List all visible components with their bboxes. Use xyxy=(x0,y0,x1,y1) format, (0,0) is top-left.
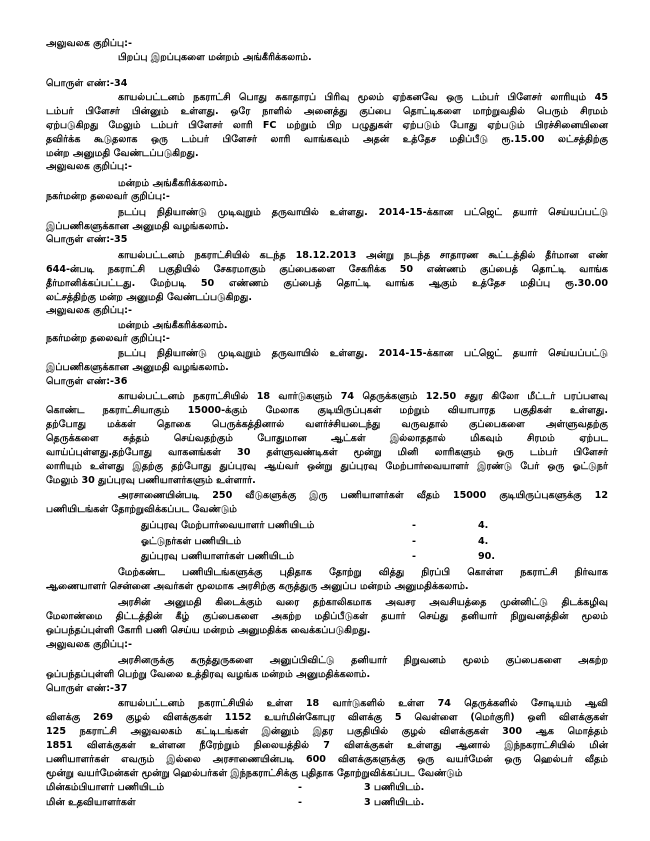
subject-36-line: தற்போது மக்கள் தொகை பெருக்கத்தினால் வளர்ச்சியடைந்து வருவதால் குப்பைகளை அள்ளுவதற்கு xyxy=(46,419,608,430)
subject-37-line: 125 நகராட்சி அலுவலகம் கட்டிடங்கள் இன்னும் இதர பகுதியில் குழல் விளக்குகள் 300 ஆக மொத்தம் xyxy=(46,726,608,737)
post-count: 4. xyxy=(478,536,489,547)
subject-34-line: ஏற்படுகிறது மேலும் டம்பர் பிளேசர் லாரி FC மற்றும் பிற பழுதுகள் ஏற்படும் போது ஏற்படும் பிரச்சினையினை xyxy=(46,120,608,131)
subject-36-line: மேற்கண்ட பணியிடங்களுக்கு புதிதாக தோற்று வித்து நிரப்பி கொள்ள நகராட்சி நிர்வாக xyxy=(118,567,608,578)
subject-36-line: தெருக்களை சுத்தம் செய்வதற்கும் போதுமான ஆட்கள் இல்லாததால் மிகவும் சிரமம் ஏற்பட xyxy=(46,433,608,444)
dash: - xyxy=(412,520,416,531)
subject-34-heading: பொருள் எண்:-34 xyxy=(46,78,128,89)
post-name: துப்புரவு பணியாளர்கள் பணியிடம் xyxy=(141,551,295,562)
dash: - xyxy=(298,797,302,808)
office-note-text: அரசினருக்கு கருத்துருகளை அனுப்பிவிட்டு தனியார் நிறுவனம் மூலம் குப்பைகளை அகற்ற xyxy=(118,655,608,666)
post-count: 3 பணியிடம். xyxy=(364,782,425,793)
post-name: துப்புரவு மேற்பார்வையாளர் பணியிடம் xyxy=(141,520,315,531)
subject-34-line: மன்ற அனுமதி வேண்டப்படுகிறது. xyxy=(46,148,199,159)
subject-36-line: பணியிடங்கள் தோற்றுவிக்கப்பட வேண்டும் xyxy=(46,504,237,515)
subject-36-line: கொண்ட நகராட்சியாகும் 15000-க்கும் மேலாக குடியிருப்புகள் மற்றும் வியாபாரத பகுதிகள் உள்ளது. xyxy=(46,405,608,416)
subject-36-line: அரசின் அனுமதி கிடைக்கும் வரை தற்காலிகமாக அவசர அவசியத்தை முன்னிட்டு திடக்கழிவு xyxy=(118,597,608,608)
subject-36-line: மேலாண்மை திட்டத்தின் கீழ் குப்பைகளை அகற்ற மதிப்பீடுகள் தயார் செய்து தனியார் நிறுவனத்தின் மூலம் xyxy=(46,611,608,622)
subject-35-line: காயல்பட்டனம் நகராட்சியில் கடந்த 18.12.2013 அன்று நடந்த சாதாரண கூட்டத்தில் தீர்மான எண் xyxy=(118,250,608,261)
office-note-label: அலுவலக குறிப்பு:- xyxy=(46,161,132,172)
dash: - xyxy=(412,551,416,562)
office-note-text: மன்றம் அங்கீகரிக்கலாம். xyxy=(118,178,228,189)
subject-35-line: லட்சத்திற்கு மன்ற அனுமதி வேண்டப்படுகிறது. xyxy=(46,292,252,303)
subject-37-line: மூன்று வயர்மேன்கள் மூன்று ஹெல்பர்கள் இந்நகராட்சிக்கு புதிதாக தோற்றுவிக்கப்பட வேண்டும் xyxy=(46,768,463,779)
subject-36-line: ஆணையாளர் சென்னை அவர்கள் மூலமாக அரசிற்கு கருத்துரு அனுப்ப மன்றம் அனுமதிக்கலாம். xyxy=(46,581,469,592)
chairman-note-text: நடப்பு நிதியாண்டு முடிவுறும் தருவாயில் உள்ளது. 2014-15-க்கான பட்ஜெட் தயார் செய்யப்பட்டு xyxy=(118,348,608,359)
office-note-label: அலுவலக குறிப்பு:- xyxy=(46,305,132,316)
post-name: மின் உதவியாளர்கள் xyxy=(46,797,136,808)
subject-37-line: காயல்பட்டனம் நகராட்சியில் உள்ள 18 வார்டுகளில் உள்ள 74 தெருக்களில் சோடியம் ஆவி xyxy=(118,698,608,709)
subject-36-line: ஒப்பந்தப்புள்ளி கோரி பணி செய்ய மன்றம் அனுமதிக்க வைக்கப்படுகிறது. xyxy=(46,625,371,636)
subject-36-line: லாரியும் உள்ளது இதற்கு தற்போது துப்புரவு ஆய்வர் ஒன்று துப்புரவு மேற்பார்வையாளர் இரண்டு பேர் ஒரு ஓட்டுநர் xyxy=(46,461,608,472)
subject-35-line: 644-ன்படி நகராட்சி பகுதியில் சேகரமாகும் குப்பைகளை சேகரிக்க 50 எண்ணம் குப்பைத் தொட்டி வாங்க xyxy=(46,264,608,275)
subject-35-heading: பொருள் எண்:-35 xyxy=(46,234,128,245)
subject-36-line: அரசாணையின்படி 250 வீடுகளுக்கு இரு பணியாளர்கள் வீதம் 15000 குடியிருப்புகளுக்கு 12 xyxy=(118,490,608,501)
chairman-note-label: நகர்மன்ற தலைவர் குறிப்பு:- xyxy=(46,191,170,202)
dash: - xyxy=(412,536,416,547)
subject-36-line: மேலும் 30 துப்புரவு பணியாளர்களும் உள்ளார். xyxy=(46,475,256,486)
subject-34-line: காயல்பட்டனம் நகராட்சி பொது சுகாதாரப் பிரிவு மூலம் ஏற்கனவே ஒரு டம்பர் பிளேசர் லாரியும் 45 xyxy=(118,92,608,103)
office-note-label: அலுவலக குறிப்பு:- xyxy=(46,38,132,49)
post-name: ஓட்டுநர்கள் பணியிடம் xyxy=(141,536,242,547)
chairman-note-label: நகர்மன்ற தலைவர் குறிப்பு:- xyxy=(46,333,170,344)
subject-36-line: வாய்ப்புள்ளது.தற்போது வாகனங்கள் 30 தள்ளுவண்டிகள் மூன்று மினி லாரிகளும் ஒரு டம்பர் பிளேசர் xyxy=(46,447,608,458)
subject-37-heading: பொருள் எண்:-37 xyxy=(46,683,128,694)
subject-34-line: தவிர்க்க கூடுதலாக ஒரு டம்பர் பிளேசர் லாரி வாங்கவும் அதன் உத்தேச மதிப்பீடு ரூ.15.00 லட்சத்திற்கு xyxy=(46,134,608,145)
subject-35-line: தீர்மானிக்கப்பட்டது. மேற்படி 50 எண்ணம் குப்பைத் தொட்டி வாங்க ஆகும் உத்தேச மதிப்பு ரூ.30.00 xyxy=(46,278,608,289)
subject-36-heading: பொருள் எண்:-36 xyxy=(46,376,128,387)
subject-36-line: காயல்பட்டனம் நகராட்சியில் 18 வார்டுகளும் 74 தெருக்களும் 12.50 சதுர கிலோ மீட்டர் பரப்பளவு xyxy=(118,391,608,402)
office-note-label: அலுவலக குறிப்பு:- xyxy=(46,639,132,650)
office-note-text: பிறப்பு இறப்புகளை மன்றம் அங்கீரிக்கலாம். xyxy=(118,52,312,63)
subject-37-line: பணியாளர்கள் எவரும் இல்லை அரசாணையின்படி 600 விளக்குகளுக்கு ஒரு வயர்மேன் ஒரு ஹெல்பர் வீதம் xyxy=(46,754,608,765)
subject-37-line: 1851 விளக்குகள் உள்ளன நீரேற்றும் நிலையத்தில் 7 விளக்குகள் உள்ளது ஆனால் இந்நகராட்சியில் மின் xyxy=(46,740,608,751)
subject-37-line: விளக்கு 269 குழல் விளக்குகள் 1152 உயர்மின்கோபுர விளக்கு 5 வெள்ளை (மெர்குரி) ஒளி விளக்குகள் xyxy=(46,712,608,723)
office-note-text: ஒப்பந்தப்புள்ளி பெற்று வேலை உத்திரவு வழங்க மன்றம் அனுமதிக்கலாம். xyxy=(46,669,371,680)
chairman-note-text: நடப்பு நிதியாண்டு முடிவுறும் தருவாயில் உள்ளது. 2014-15-க்கான பட்ஜெட் தயார் செய்யப்பட்டு xyxy=(118,207,608,218)
dash: - xyxy=(298,782,302,793)
chairman-note-text: இப்பணிகளுக்கான அனுமதி வழங்கலாம். xyxy=(46,221,229,232)
post-count: 90. xyxy=(478,551,495,562)
office-note-text: மன்றம் அங்கீகரிக்கலாம். xyxy=(118,320,228,331)
subject-34-line: டம்பர் பிளேசர் பின்னும் உள்ளது. ஒரே நாளில் அனைத்து குப்பை தொட்டிகளை மாற்றுவதில் பெரும் சிரமம் xyxy=(46,106,608,117)
post-name: மின்கம்பியாளர் பணியிடம் xyxy=(46,782,165,793)
chairman-note-text: இப்பணிகளுக்கான அனுமதி வழங்கலாம். xyxy=(46,362,229,373)
post-count: 4. xyxy=(478,520,489,531)
post-count: 3 பணியிடம். xyxy=(364,797,425,808)
